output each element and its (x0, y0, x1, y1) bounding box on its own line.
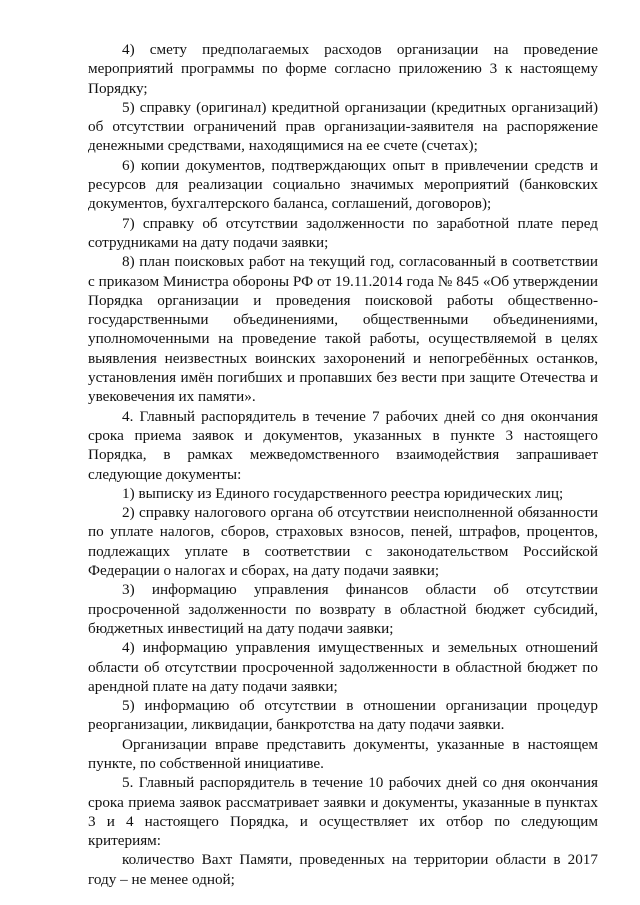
paragraph-own-initiative: Организации вправе представить документы, указанные в настоящем пункте, по собственной инициативе. (88, 735, 598, 772)
paragraph-item-7-salary-certificate: 7) справку об отсутствии задолженности по заработной плате перед сотрудниками на дату подачи заявки; (88, 214, 598, 251)
paragraph-item-3-finance-info: 3) информацию управления финансов области об отсутствии просроченной задолженности по возврату в областной бюджет субсидий, бюджетных инвестиций на дату подачи заявки; (88, 581, 598, 637)
paragraph-item-4-estimate: 4) смету предполагаемых расходов организации на проведение мероприятий программы по форме согласно приложению 3 к настоящему Порядку; (88, 41, 598, 97)
paragraph-item-2-tax-certificate: 2) справку налогового органа об отсутствии неисполненной обязанности по уплате налогов, сборов, страховых взносов, пеней, штрафов, процентов, подлежащих уплате в соответствии с законодательством Российской Федерации о налогах и сборах, на дату подачи заявки; (88, 504, 598, 580)
paragraph-item-8-search-plan: 8) план поисковых работ на текущий год, согласованный в соответствии с приказом Министра обороны РФ от 19.11.2014 года № 845 «Об утверждении Порядка организации и проведения поисковой работы общественно-государственными объединениями, общественными объединениями, уполномоченными на проведение такой работы, осуществляемой в целях выявления неизвестных воинских захоронений и непогребённых останков, установления имён погибших и пропавших без вести при защите Отечества и увековечения их памяти». (88, 253, 598, 406)
paragraph-item-5-bank-certificate: 5) справку (оригинал) кредитной организации (кредитных организаций) об отсутствии ограничений прав организации-заявителя на распоряжение денежными средствами, находящимися на ее счете (счетах); (88, 98, 598, 155)
paragraph-section-5: 5. Главный распорядитель в течение 10 рабочих дней со дня окончания срока приема заявок рассматривает заявки и документы, указанные в пунктах 3 и 4 настоящего Порядка, и осуществляет их отбор по следующим критериям: (88, 774, 598, 850)
paragraph-criterion-watch-count: количество Вахт Памяти, проведенных на территории области в 2017 году – не менее одной; (88, 851, 598, 888)
paragraph-item-4-property-info: 4) информацию управления имущественных и земельных отношений области об отсутствии просроченной задолженности в областной бюджет по арендной плате на дату подачи заявки; (88, 639, 598, 695)
paragraph-section-4: 4. Главный распорядитель в течение 7 рабочих дней со дня окончания срока приема заявок и документов, указанных в пункте 3 настоящего Порядка, в рамках межведомственного взаимодействия запрашивает следующие документы: (88, 407, 598, 483)
paragraph-item-1-registry-extract: 1) выписку из Единого государственного реестра юридических лиц; (122, 484, 564, 502)
paragraph-item-5-reorganization-info: 5) информацию об отсутствии в отношении организации процедур реорганизации, ликвидации, банкротства на дату подачи заявки. (88, 697, 598, 734)
document-page (88, 40, 598, 889)
paragraph-item-6-experience-copies: 6) копии документов, подтверждающих опыт в привлечении средств и ресурсов для реализации социально значимых мероприятий (банковских документов, бухгалтерского баланса, соглашений, договоров); (88, 156, 598, 213)
